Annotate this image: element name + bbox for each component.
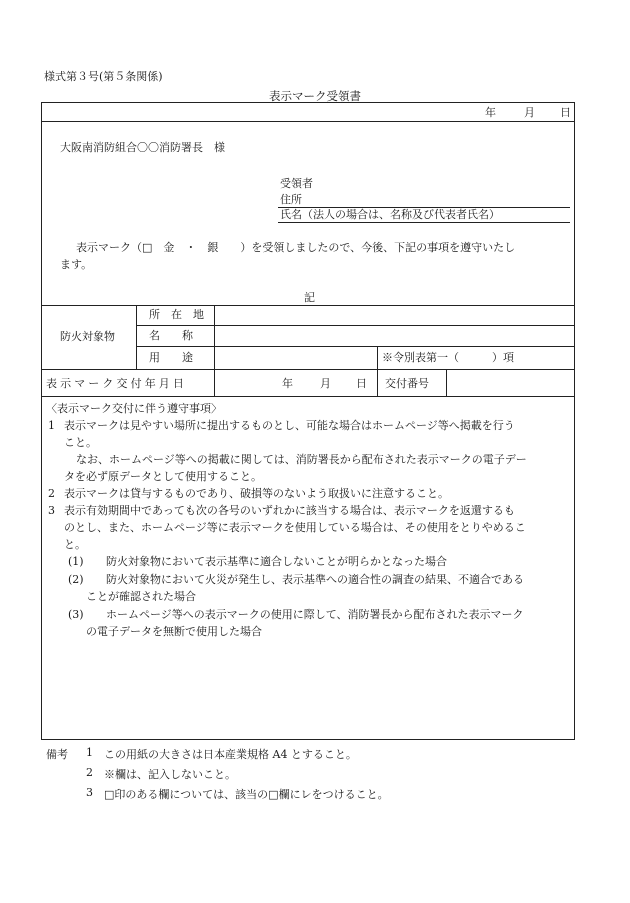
statement-line-2: ます。 — [60, 258, 93, 271]
sub-item-1-line-1: 防火対象物において表示基準に適合しないことが明らかとなった場合 — [106, 555, 447, 568]
item-2-number: 2 — [48, 487, 55, 500]
item-1-line-1: 表示マークは見やすい場所に提出するものとし、可能な場合はホームページ等へ掲載を行う — [64, 419, 515, 432]
ki-heading: 記 — [304, 291, 315, 304]
name-label: 名 称 — [149, 329, 193, 342]
recipient-label: 受領者 — [280, 177, 313, 190]
item-1-line-2: こと。 — [64, 436, 97, 449]
sub-item-3-line-2: の電子データを無断で使用した場合 — [86, 625, 262, 638]
item-1-note-line-2: タを必ず原データとして使用すること。 — [64, 470, 262, 483]
sub-item-2-line-2: ことが確認された場合 — [86, 590, 196, 603]
item-3-line-1: 表示有効期間中であっても次の各号のいずれかに該当する場合は、表示マークを返還するも — [64, 504, 515, 517]
document-title: 表示マーク受領書 — [269, 89, 361, 103]
statement-line-1: 表示マーク（□ 金 ・ 銀 ）を受領しましたので、今後、下記の事項を遵守いたし — [76, 241, 516, 254]
remarks-1: この用紙の大きさは日本産業規格 A4 とすること。 — [104, 748, 357, 761]
issue-date-label: 表示マーク交付年月日 — [46, 377, 187, 390]
item-3-line-2: のとし、また、ホームページ等に表示マークを使用している場合は、その使用をとりやめるこ — [64, 521, 526, 534]
table-row-divider-3 — [42, 369, 574, 370]
fire-target-label: 防火対象物 — [60, 330, 115, 343]
compliance-heading: 〈表示マーク交付に伴う遵守事項〉 — [46, 402, 222, 415]
issue-day: 日 — [356, 377, 367, 390]
recipient-name-label: 氏名（法人の場合は、名称及び代表者氏名） — [280, 208, 500, 221]
table-bottom-border — [42, 396, 574, 397]
form-number: 様式第３号(第５条関係) — [44, 70, 163, 83]
remarks-3-number: 3 — [86, 786, 93, 799]
sub-item-1-number: (1) — [68, 555, 84, 568]
remarks-1-number: 1 — [86, 746, 93, 759]
remarks-2: ※欄は、記入しないこと。 — [104, 768, 236, 781]
name-underline — [278, 222, 570, 223]
table-col-divider-3 — [377, 346, 378, 396]
date-day: 日 — [560, 106, 571, 119]
remarks-2-number: 2 — [86, 766, 93, 779]
date-row-divider — [42, 121, 574, 122]
remarks-3: □印のある欄については、該当の□欄にレをつけること。 — [104, 788, 389, 801]
sub-item-2-line-1: 防火対象物において火災が発生し、表示基準への適合性の調査の結果、不適合である — [106, 573, 524, 586]
table-col-divider-2 — [214, 305, 215, 396]
item-1-note-line-1: なお、ホームページ等への掲載に関しては、消防署長から配布された表示マークの電子デー — [76, 453, 527, 466]
issue-year: 年 — [282, 377, 293, 390]
sub-item-2-number: (2) — [68, 573, 84, 586]
item-3-number: 3 — [48, 504, 55, 517]
category-note: ※令別表第一（ ）項 — [382, 351, 514, 364]
use-label: 用 途 — [149, 351, 193, 364]
date-month: 月 — [524, 106, 535, 119]
sub-item-3-number: (3) — [68, 608, 84, 621]
remarks-label: 備考 — [46, 748, 68, 761]
addressee: 大阪南消防組合〇〇消防署長 様 — [60, 141, 225, 154]
table-top-border — [42, 305, 574, 306]
table-row-divider-1 — [136, 325, 574, 326]
date-year: 年 — [485, 106, 496, 119]
table-col-divider-1 — [136, 305, 137, 369]
recipient-address-label: 住所 — [280, 193, 302, 206]
form-frame — [41, 102, 575, 740]
item-2-line-1: 表示マークは貸与するものであり、破損等のないよう取扱いに注意すること。 — [64, 487, 449, 500]
table-col-divider-4 — [446, 369, 447, 396]
issue-number-label: 交付番号 — [385, 377, 429, 390]
location-label: 所 在 地 — [149, 308, 204, 321]
item-1-number: 1 — [48, 419, 55, 432]
issue-month: 月 — [320, 377, 331, 390]
item-3-line-3: と。 — [64, 538, 86, 551]
sub-item-3-line-1: ホームページ等への表示マークの使用に際して、消防署長から配布された表示マーク — [106, 608, 524, 621]
table-row-divider-2 — [136, 346, 574, 347]
